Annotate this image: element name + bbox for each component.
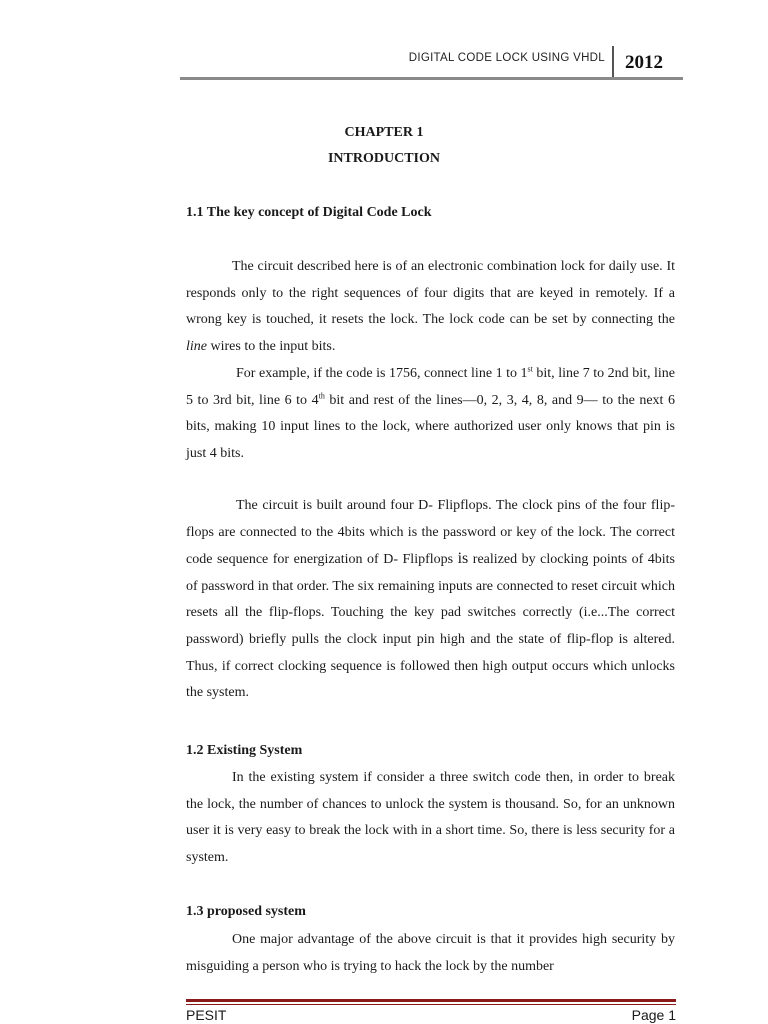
paragraph-text-is: is bbox=[457, 550, 469, 568]
section-heading-1-2: 1.2 Existing System bbox=[186, 743, 303, 758]
paragraph-text: bit, line 7 to 2nd bit, line 5 to 3rd bit, line 6 to 4 bbox=[186, 366, 675, 408]
footer-institution: PESIT bbox=[186, 1007, 227, 1023]
section-heading-1-1: 1.1 The key concept of Digital Code Lock bbox=[186, 205, 432, 220]
superscript-st: st bbox=[527, 364, 533, 374]
header-rule bbox=[180, 77, 683, 80]
page-header bbox=[180, 44, 683, 80]
superscript-th: th bbox=[318, 390, 325, 400]
paragraph-1-1-a bbox=[186, 254, 675, 360]
header-year: 2012 bbox=[625, 52, 663, 73]
paragraph-text: The circuit described here is of an electronic combination lock for daily use. It responds only to the right sequences of four digits that are keyed in remotely. If a wrong key is touched, it resets the lock. The lock code can be set by connecting the bbox=[186, 259, 675, 328]
italic-line: line bbox=[186, 338, 207, 354]
section-heading-1-3: 1.3 proposed system bbox=[186, 904, 306, 919]
header-divider bbox=[612, 46, 614, 80]
paragraph-text: realized by clocking points of 4bits of password in that order. The six remaining inputs are connected to reset circuit which resets all the flip-flops. Touching the key pad switches correctly (i.e...The correct password) briefly pulls the clock input pin high and the state of flip-flop is altered. Thus, if correct clocking sequence is followed then high output occurs which unlocks the system. bbox=[186, 552, 675, 701]
paragraph-text: One major advantage of the above circuit is that it provides high security by misguiding a person who is trying to hack the lock by the number bbox=[186, 932, 675, 974]
paragraph-text: bit and rest of the lines—0, 2, 3, 4, 8, and 9— to the next 6 bits, making 10 input lines to the lock, where authorized user only knows that pin is just 4 bits. bbox=[186, 392, 675, 461]
paragraph-1-3 bbox=[186, 927, 675, 980]
header-title: DIGITAL CODE LOCK USING VHDL bbox=[408, 52, 605, 64]
paragraph-text: The circuit is built around four D- Flipflops. The clock pins of the four flip-flops are connected to the 4bits which is the password or key of the lock. The correct code sequence for energization of D- Flipflops bbox=[186, 498, 675, 568]
footer-rule bbox=[186, 999, 676, 1002]
chapter-title: INTRODUCTION bbox=[327, 151, 440, 166]
paragraph-text: For example, if the code is 1756, connect line 1 to 1 bbox=[236, 366, 528, 381]
paragraph-text-end: wires to the input bits. bbox=[207, 338, 336, 354]
footer-rule-thin bbox=[186, 1004, 676, 1005]
paragraph-1-2 bbox=[186, 765, 675, 871]
paragraph-1-1-c bbox=[186, 493, 675, 707]
chapter-number: CHAPTER 1 bbox=[344, 125, 424, 140]
paragraph-text: In the existing system if consider a three switch code then, in order to break the lock, the number of chances to unlock the system is thousand. So, for an unknown user it is very easy to break the lock with in a short time. So, there is less security for a system. bbox=[186, 770, 675, 865]
footer-page-number: Page 1 bbox=[631, 1007, 676, 1023]
paragraph-1-1-b bbox=[186, 361, 675, 467]
